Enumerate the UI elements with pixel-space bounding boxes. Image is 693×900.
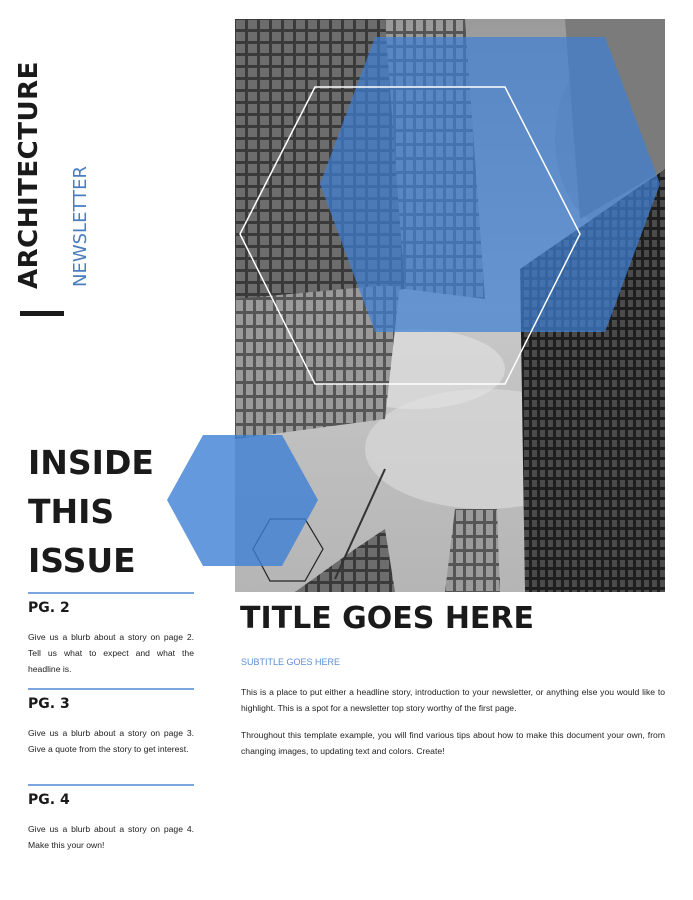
section-blurb-pg3: Give us a blurb about a story on page 3. Give a quote from the story to get interest. [28, 728, 194, 754]
masthead-title: ARCHITECTURE [14, 61, 44, 289]
accent-hexagon [165, 433, 320, 568]
section-rule [28, 784, 194, 786]
section-heading-pg4: PG. 4 [28, 792, 70, 808]
main-subtitle: SUBTITLE GOES HERE [241, 657, 341, 667]
section-blurb-pg4: Give us a blurb about a story on page 4. Make this your own! [28, 824, 194, 850]
masthead-subtitle: NEWSLETTER [70, 165, 91, 287]
main-paragraph-1: This is a place to put either a headline story, introduction to your newsletter, or anything else you would like to highlight. This is a spot for a newsletter top story worthy of the first page. [241, 687, 665, 713]
section-blurb-pg2: Give us a blurb about a story on page 2. Tell us what to expect and what the headline is. [28, 632, 194, 674]
main-paragraph-2: Throughout this template example, you will find various tips about how to make this document your own, from changing images, to updating text and colors. Create! [241, 730, 665, 756]
main-title: TITLE GOES HERE [240, 601, 535, 636]
inside-line-1: INSIDE [28, 443, 154, 482]
inside-line-2: THIS [28, 492, 115, 531]
masthead-bar [20, 311, 64, 316]
section-heading-pg3: PG. 3 [28, 696, 70, 712]
section-rule [28, 688, 194, 690]
section-rule [28, 592, 194, 594]
inside-line-3: ISSUE [28, 541, 136, 580]
inside-this-issue-heading [28, 438, 188, 585]
section-heading-pg2: PG. 2 [28, 600, 70, 616]
